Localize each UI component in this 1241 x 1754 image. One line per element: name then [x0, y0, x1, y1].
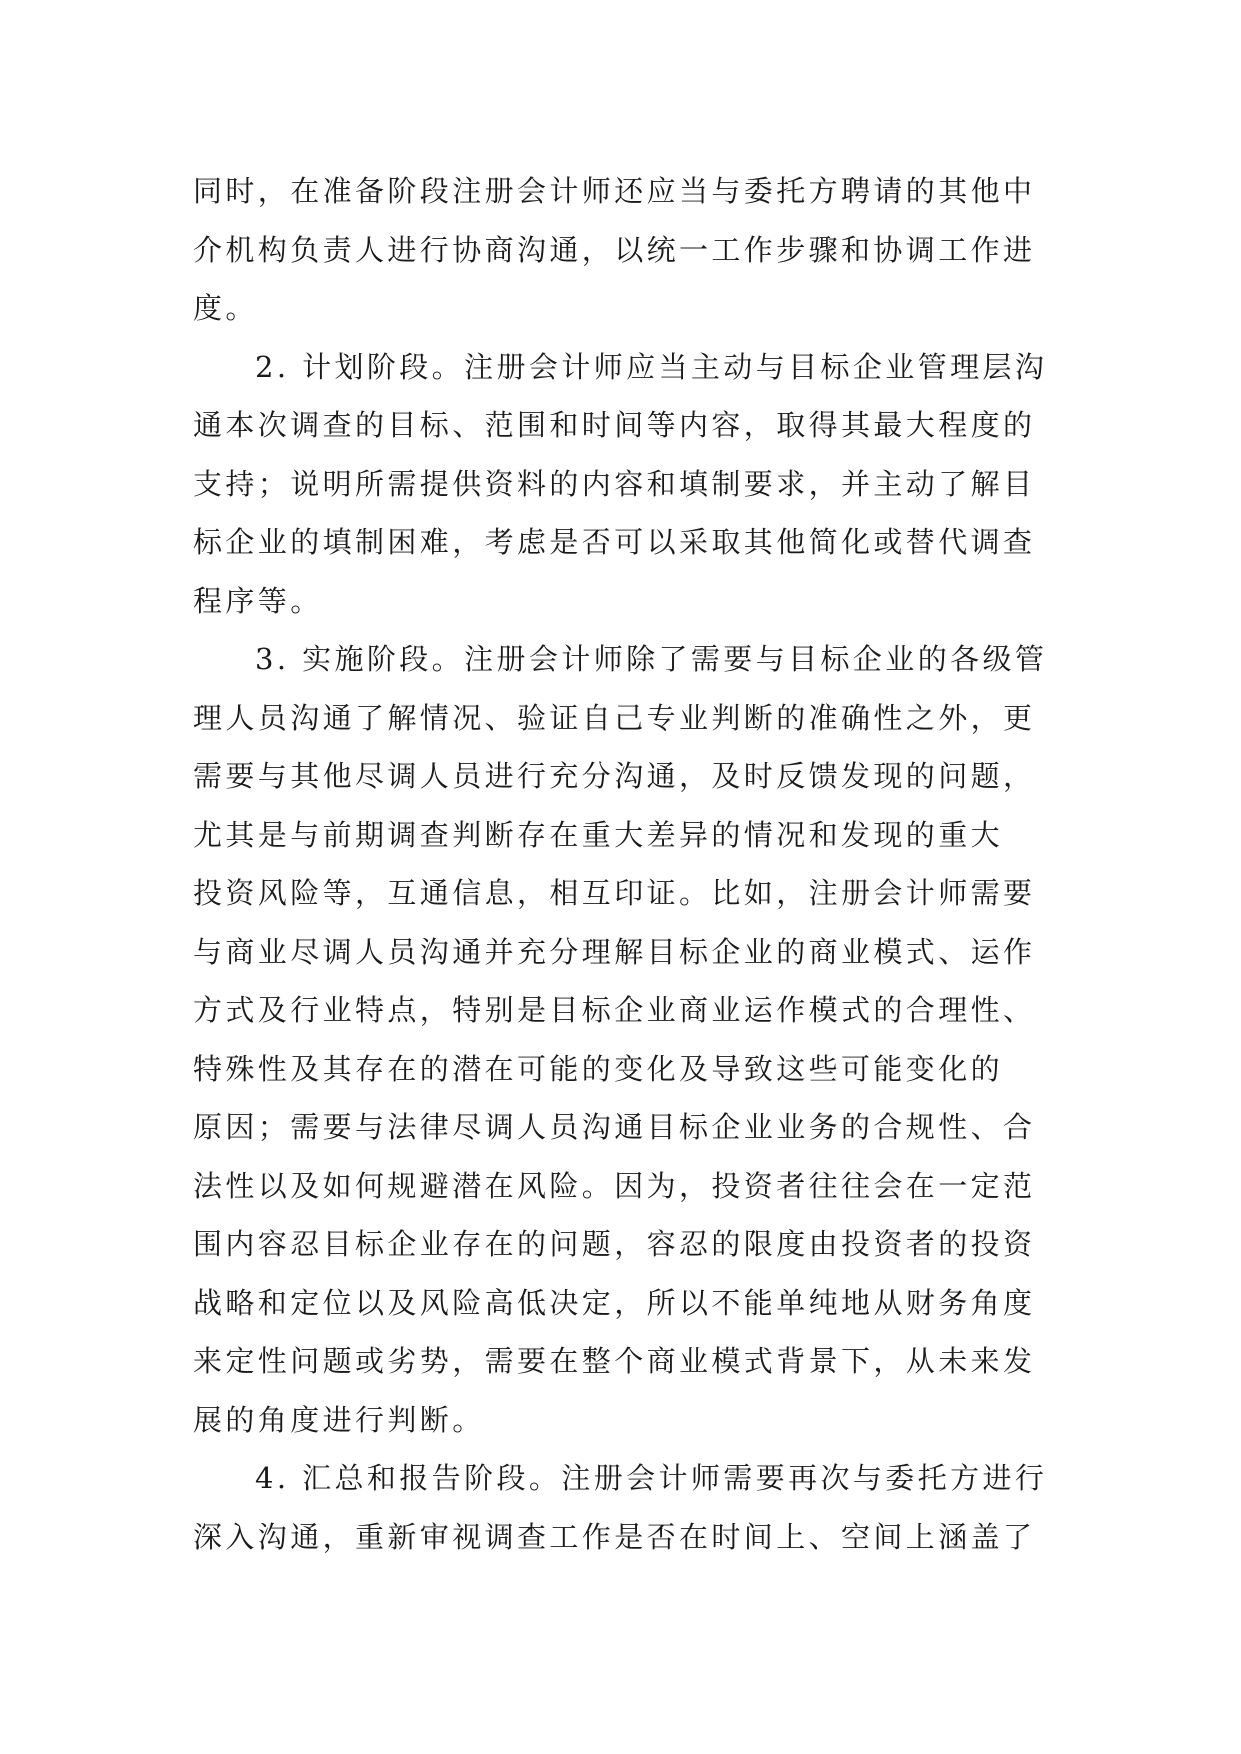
text-line: 程序等。 [193, 583, 323, 618]
text-line: 尤其是与前期调查判断存在重大差异的情况和发现的重大 [193, 817, 1004, 852]
text-line: 原因；需要与法律尽调人员沟通目标企业业务的合规性、合 [193, 1110, 1036, 1144]
text-line: 方式及行业特点，特别是目标企业商业运作模式的合理性、 [193, 993, 1036, 1027]
body-text [193, 162, 1063, 1566]
text-line: 理人员沟通了解情况、验证自己专业判断的准确性之外，更 [193, 700, 1036, 735]
text-line: 度。 [193, 291, 258, 325]
text-line: 通本次调查的目标、范围和时间等内容，取得其最大程度的 [193, 408, 1036, 442]
paragraph-heading-report: 4. 汇总和报告阶段。注册会计师需要再次与委托方进行 [255, 1461, 1048, 1495]
text-line: 与商业尽调人员沟通并充分理解目标企业的商业模式、运作 [193, 934, 1036, 969]
text-line: 法性以及如何规避潜在风险。因为，投资者往往会在一定范 [193, 1168, 1036, 1203]
text-line: 支持；说明所需提供资料的内容和填制要求，并主动了解目 [193, 466, 1036, 501]
text-line: 介机构负责人进行协商沟通，以统一工作步骤和协调工作进 [193, 232, 1036, 267]
text-line: 战略和定位以及风险高低决定，所以不能单纯地从财务角度 [193, 1285, 1036, 1320]
paragraph-heading-plan: 2. 计划阶段。注册会计师应当主动与目标企业管理层沟 [255, 349, 1048, 384]
text-line: 标企业的填制困难，考虑是否可以采取其他简化或替代调查 [193, 525, 1036, 559]
text-line: 深入沟通，重新审视调查工作是否在时间上、空间上涵盖了 [193, 1519, 1036, 1554]
text-line: 展的角度进行判断。 [193, 1402, 485, 1437]
text-line: 特殊性及其存在的潜在可能的变化及导致这些可能变化的 [193, 1051, 1004, 1086]
text-line: 同时，在准备阶段注册会计师还应当与委托方聘请的其他中 [193, 174, 1036, 208]
paragraph-heading-implement: 3. 实施阶段。注册会计师除了需要与目标企业的各级管 [255, 642, 1048, 676]
text-line: 投资风险等，互通信息，相互印证。比如，注册会计师需要 [193, 876, 1036, 910]
text-line: 需要与其他尽调人员进行充分沟通，及时反馈发现的问题， [193, 759, 1036, 793]
text-line: 来定性问题或劣势，需要在整个商业模式背景下，从未来发 [193, 1344, 1036, 1378]
text-line: 围内容忍目标企业存在的问题，容忍的限度由投资者的投资 [193, 1227, 1036, 1261]
